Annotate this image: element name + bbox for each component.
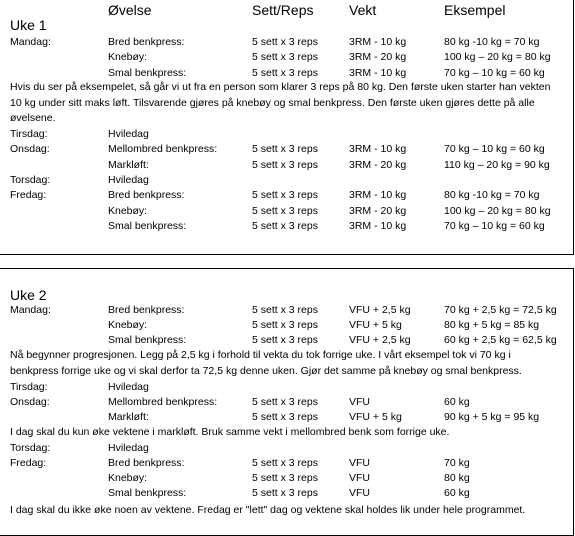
- sets-reps-cell: 5 sett x 3 reps: [252, 319, 318, 331]
- example-cell: 60 kg: [444, 396, 470, 408]
- day-cell: Mandag:: [10, 304, 51, 316]
- table-row: [0, 471, 573, 486]
- page-week-1: [0, 0, 574, 255]
- sets-reps-cell: 5 sett x 3 reps: [252, 219, 318, 232]
- week-1-note: Hvis du ser på eksempelet, så går vi ut fra en person som klarer 3 reps på 80 kg. Den første uken starter han vekten 10 kg under sitt maks løft. Tilsvarende gjøres på knebøy og smal benkpress. Den første uken gjøres dette på alle øvelsene.: [10, 81, 551, 124]
- table-row: [0, 173, 573, 188]
- weight-cell: VFU + 5 kg: [349, 411, 402, 423]
- table-row: [0, 318, 573, 333]
- sets-reps-cell: 5 sett x 3 reps: [252, 51, 318, 64]
- weight-cell: VFU + 2,5 kg: [349, 304, 411, 316]
- sets-reps-cell: 5 sett x 3 reps: [252, 472, 318, 484]
- day-cell: Fredag:: [10, 457, 47, 469]
- table-row: [0, 219, 573, 234]
- sets-reps-cell: 5 sett x 3 reps: [252, 66, 318, 79]
- table-row: [0, 204, 573, 219]
- day-cell: Tirsdag:: [10, 381, 48, 393]
- example-cell: 70 kg: [444, 457, 470, 469]
- table-row: [0, 333, 573, 348]
- exercise-cell: Hviledag: [108, 128, 149, 140]
- table-row: [0, 66, 573, 81]
- table-row: [0, 158, 573, 173]
- sets-reps-cell: 5 sett x 3 reps: [252, 204, 318, 217]
- exercise-cell: Hviledag: [108, 381, 149, 393]
- table-row: [0, 188, 573, 203]
- exercise-cell: Smal benkpress:: [108, 487, 187, 499]
- sets-reps-cell: 5 sett x 3 reps: [252, 334, 318, 346]
- example-cell: 70 kg – 10 kg = 60 kg: [444, 143, 545, 156]
- sets-reps-cell: 5 sett x 3 reps: [252, 143, 318, 156]
- example-cell: 60 kg + 2,5 kg = 62,5 kg: [444, 334, 557, 346]
- weight-cell: 3RM - 10 kg: [349, 143, 407, 156]
- header-exercise: Øvelse: [108, 2, 152, 18]
- example-cell: 70 kg – 10 kg = 60 kg: [444, 219, 545, 232]
- weight-cell: VFU: [349, 487, 370, 499]
- exercise-cell: Mellombred benkpress:: [108, 143, 218, 156]
- week-2-note-2: I dag skal du kun øke vektene i markløft. Bruk samme vekt i mellombred benk som forrige uke.: [10, 426, 450, 438]
- day-cell: Tirsdag:: [10, 128, 48, 140]
- table-row: [0, 456, 573, 471]
- sets-reps-cell: 5 sett x 3 reps: [252, 158, 318, 171]
- table-row: [0, 395, 573, 410]
- exercise-cell: Bred benkpress:: [108, 457, 185, 469]
- sets-reps-cell: 5 sett x 3 reps: [252, 411, 318, 423]
- exercise-cell: Knebøy:: [108, 204, 148, 217]
- week-2-note-1: Nå begynner progresjonen. Legg på 2,5 kg i forhold til vekta du tok forrige uke. I vårt eksempel tok vi 70 kg i benkpress forrige uke og vi skal derfor ta 72,5 kg denne uken. Gjør det samme på knebøy og smal benkpress.: [10, 349, 522, 377]
- table-row: [0, 486, 573, 501]
- day-cell: Mandag:: [10, 36, 51, 48]
- weight-cell: 3RM - 10 kg: [349, 219, 407, 232]
- exercise-cell: Bred benkpress:: [108, 36, 185, 48]
- table-row: [0, 35, 573, 50]
- exercise-cell: Mellombred benkpress:: [108, 396, 218, 408]
- example-cell: 80 kg -10 kg = 70 kg: [444, 36, 540, 48]
- table-row: [0, 441, 573, 456]
- exercise-cell: Smal benkpress:: [108, 334, 187, 346]
- weight-cell: 3RM - 10 kg: [349, 189, 407, 202]
- example-cell: 80 kg -10 kg = 70 kg: [444, 189, 540, 202]
- day-cell: Torsdag:: [10, 442, 51, 454]
- table-row: [0, 303, 573, 318]
- exercise-cell: Hviledag: [108, 442, 149, 454]
- header-sets-reps: Sett/Reps: [252, 2, 314, 18]
- weight-cell: 3RM - 20 kg: [349, 204, 407, 217]
- exercise-cell: Knebøy:: [108, 472, 148, 484]
- exercise-cell: Smal benkpress:: [108, 66, 187, 79]
- exercise-cell: Bred benkpress:: [108, 189, 185, 202]
- example-cell: 60 kg: [444, 487, 470, 499]
- example-cell: 70 kg – 10 kg = 60 kg: [444, 66, 545, 79]
- sets-reps-cell: 5 sett x 3 reps: [252, 36, 318, 48]
- header-weight: Vekt: [349, 2, 377, 18]
- example-cell: 80 kg: [444, 472, 470, 484]
- weight-cell: 3RM - 20 kg: [349, 158, 407, 171]
- day-cell: Onsdag:: [10, 143, 50, 156]
- example-cell: 100 kg – 20 kg = 80 kg: [444, 51, 551, 64]
- sets-reps-cell: 5 sett x 3 reps: [252, 457, 318, 469]
- sets-reps-cell: 5 sett x 3 reps: [252, 304, 318, 316]
- sets-reps-cell: 5 sett x 3 reps: [252, 189, 318, 202]
- weight-cell: VFU: [349, 396, 370, 408]
- weight-cell: 3RM - 10 kg: [349, 36, 407, 48]
- header-example: Eksempel: [444, 2, 506, 18]
- exercise-cell: Knebøy:: [108, 51, 148, 64]
- sets-reps-cell: 5 sett x 3 reps: [252, 487, 318, 499]
- table-row: [0, 380, 573, 395]
- table-row: [0, 50, 573, 65]
- example-cell: 100 kg – 20 kg = 80 kg: [444, 204, 551, 217]
- day-cell: Torsdag:: [10, 173, 51, 186]
- exercise-cell: Knebøy:: [108, 319, 148, 331]
- week-2-note-3: I dag skal du ikke øke noen av vektene. Fredag er "lett" dag og vektene skal holdes lik under hele programmet.: [10, 504, 526, 516]
- table-row: [0, 410, 573, 425]
- week-1-title: Uke 1: [10, 17, 47, 33]
- day-cell: Onsdag:: [10, 396, 50, 408]
- exercise-cell: Hviledag: [108, 173, 149, 186]
- weight-cell: VFU + 5 kg: [349, 319, 402, 331]
- example-cell: 70 kg + 2,5 kg = 72,5 kg: [444, 304, 557, 316]
- weight-cell: 3RM - 10 kg: [349, 66, 407, 79]
- page-week-2: [0, 268, 574, 536]
- weight-cell: VFU: [349, 472, 370, 484]
- example-cell: 110 kg – 20 kg = 90 kg: [444, 158, 550, 171]
- exercise-cell: Smal benkpress:: [108, 219, 187, 232]
- table-row: [0, 127, 573, 142]
- week-2-title: Uke 2: [10, 287, 47, 303]
- table-row: [0, 142, 573, 157]
- sets-reps-cell: 5 sett x 3 reps: [252, 396, 318, 408]
- weight-cell: 3RM - 20 kg: [349, 51, 407, 64]
- weight-cell: VFU: [349, 457, 370, 469]
- weight-cell: VFU + 2,5 kg: [349, 334, 411, 346]
- exercise-cell: Markløft:: [108, 411, 149, 423]
- example-cell: 90 kg + 5 kg = 95 kg: [444, 411, 540, 423]
- exercise-cell: Bred benkpress:: [108, 304, 185, 316]
- example-cell: 80 kg + 5 kg = 85 kg: [444, 319, 540, 331]
- exercise-cell: Markløft:: [108, 158, 149, 171]
- page-gap: [0, 255, 575, 267]
- day-cell: Fredag:: [10, 189, 47, 202]
